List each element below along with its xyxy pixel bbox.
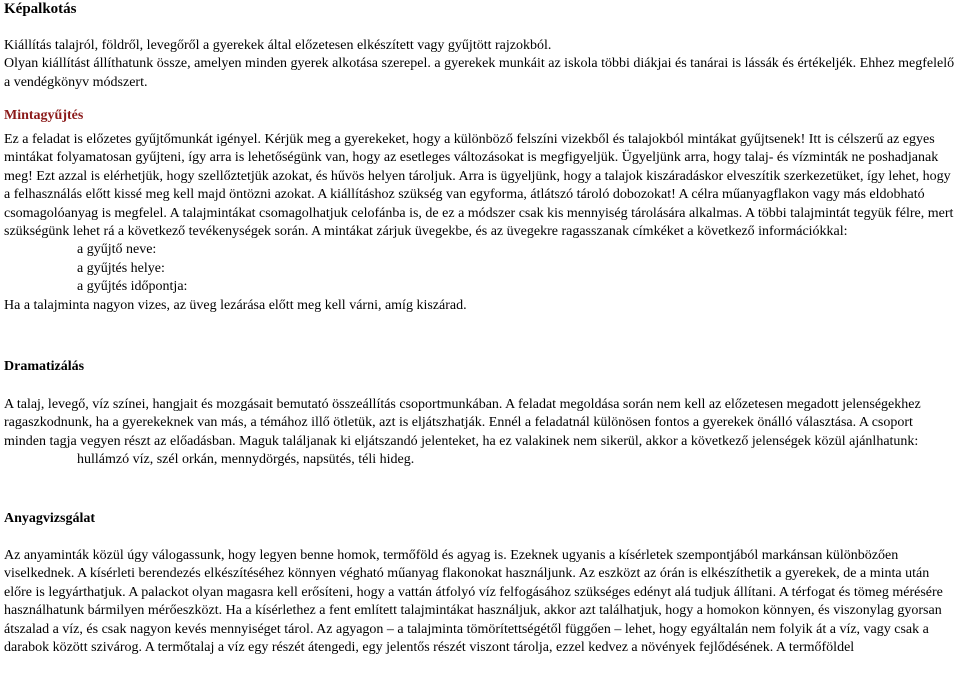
section-anyagvizsgalat-body [4,547,955,657]
list-item: a gyűjtés helye: [77,260,165,276]
page-title: Képalkotás [4,1,77,17]
list-item: a gyűjtő neve: [77,242,157,258]
section-paragraph: Az anyaminták közül úgy válogassunk, hogy legyen benne homok, termőföld és agyag is. Ezeknek ugyanis a kísérletek szempontjából markánsan különbözően viselkednek. A kísérleti berendezés elkészítéséhez könnyen végható műanyag flakonokat használjunk. Az eszközt az órán is elkészíthetik a gyerekek, de a minta után előre is legyárthatjuk. A palackot olyan magasra kell erősíteni, hogy a vattán átfolyó víz felfogásához szükséges edényt alá tudjuk állítani. A térfogat és tömeg mérésére használhatunk bármilyen mérőeszközt. Ha a kísérlethez a fent említett talajmintákat használjuk, akkor azt találhatjuk, hogy a homokon könnyen, és viszonylag gyorsan átszalad a víz, és csak nagyon kevés mennyiséget tárol. Az agyagon – a talajminta tömörítettségétől függően – lehet, hogy egyáltalán nem folyik át a víz, vagy csak a darabok között szivárog. A termőtalaj a víz egy részét átengedi, egy jelentős részét viszont tárolja, ezzel kedvez a növények fejlődésének. A termőföldel [4,548,943,656]
section-anyagvizsgalat [4,510,955,528]
intro-block [4,37,955,92]
section-dramatizalas-body [4,396,955,470]
section-paragraph: A talaj, levegő, víz színei, hangjait és mozgásait bemutató összeállítás csoportmunkában. A feladat megoldása során nem kell az előzetesen megadott jelenségekhez ragaszkodnunk, ha a gyerekeknek van más, a témához illő ötletük, azt is eljátszhatják. Ennél a feladatnál különösen fontos a gyerekek önálló választása. A csoport minden tagja vegyen részt az előadásban. Maguk találjanak ki eljátszandó jelenteket, ha ez valakinek nem sikerül, akkor a következő jelenségek közül ajánlhatunk: [4,397,921,449]
intro-paragraph-2: Olyan kiállítást állíthatunk össze, amelyen minden gyerek alkotása szerepel. a gyerekek munkáit az iskola többi diákjai és tanárai is lássák és értékeljék. Ehhez megfelelő a vendégkönyv módszert. [4,56,955,90]
section-heading: Dramatizálás [4,359,85,374]
section-paragraph: Ez a feladat is előzetes gyűjtőmunkát igényel. Kérjük meg a gyerekeket, hogy a különböző felszíni vizekből és talajokból mintákat gyűjtsenek! Itt is célszerű az egyes mintákat folyamatosan gyűjteni, így arra is lehetőségünk van, hogy az esetleges változásokat is megfigyeljük. Ügyeljünk arra, hogy talaj- és vízminták ne poshadjanak meg! Ezt azzal is elérhetjük, hogy szellőztetjük azokat, és hűvös helyen tároljuk. Arra is ügyeljünk, hogy a talajok kiszáradáskor elveszítik szerkezetüket, így lehet, hogy a felhasználás előtt kissé meg kell majd öntözni azokat. A kiállításhoz szükség van egyforma, átlátszó tároló dobozokat! A célra műanyagflakon vagy más eldobható csomagolóanyag is megfelel. A talajmintákat csomagolhatjuk celofánba is, de ez a módszer csak kis mennyiség tárolására alkalmas. A többi talajmintát tegyük félre, mert szükségünk lehet rá a következő tevékenységek során. A mintákat zárjuk üvegekbe, és az üvegekre ragasszanak címkéket a következő információkkal: [4,132,954,240]
intro-paragraph-1: Kiállítás talajról, földről, levegőről a gyerekek által előzetesen elkészített vagy gyűjtött rajzokból. [4,38,552,53]
examples-line: hullámzó víz, szél orkán, mennydörgés, napsütés, téli hideg. [77,452,415,468]
section-dramatizalas [4,358,955,376]
section-mintagyujtes [4,107,955,125]
list-item: a gyűjtés időpontja: [77,279,188,295]
title-block [4,0,955,18]
section-mintagyujtes-body [4,131,955,315]
section-paragraph: Ha a talajminta nagyon vizes, az üveg lezárása előtt meg kell várni, amíg kiszárad. [4,297,467,313]
section-heading: Anyagvizsgálat [4,511,95,526]
section-heading: Mintagyűjtés [4,108,84,123]
